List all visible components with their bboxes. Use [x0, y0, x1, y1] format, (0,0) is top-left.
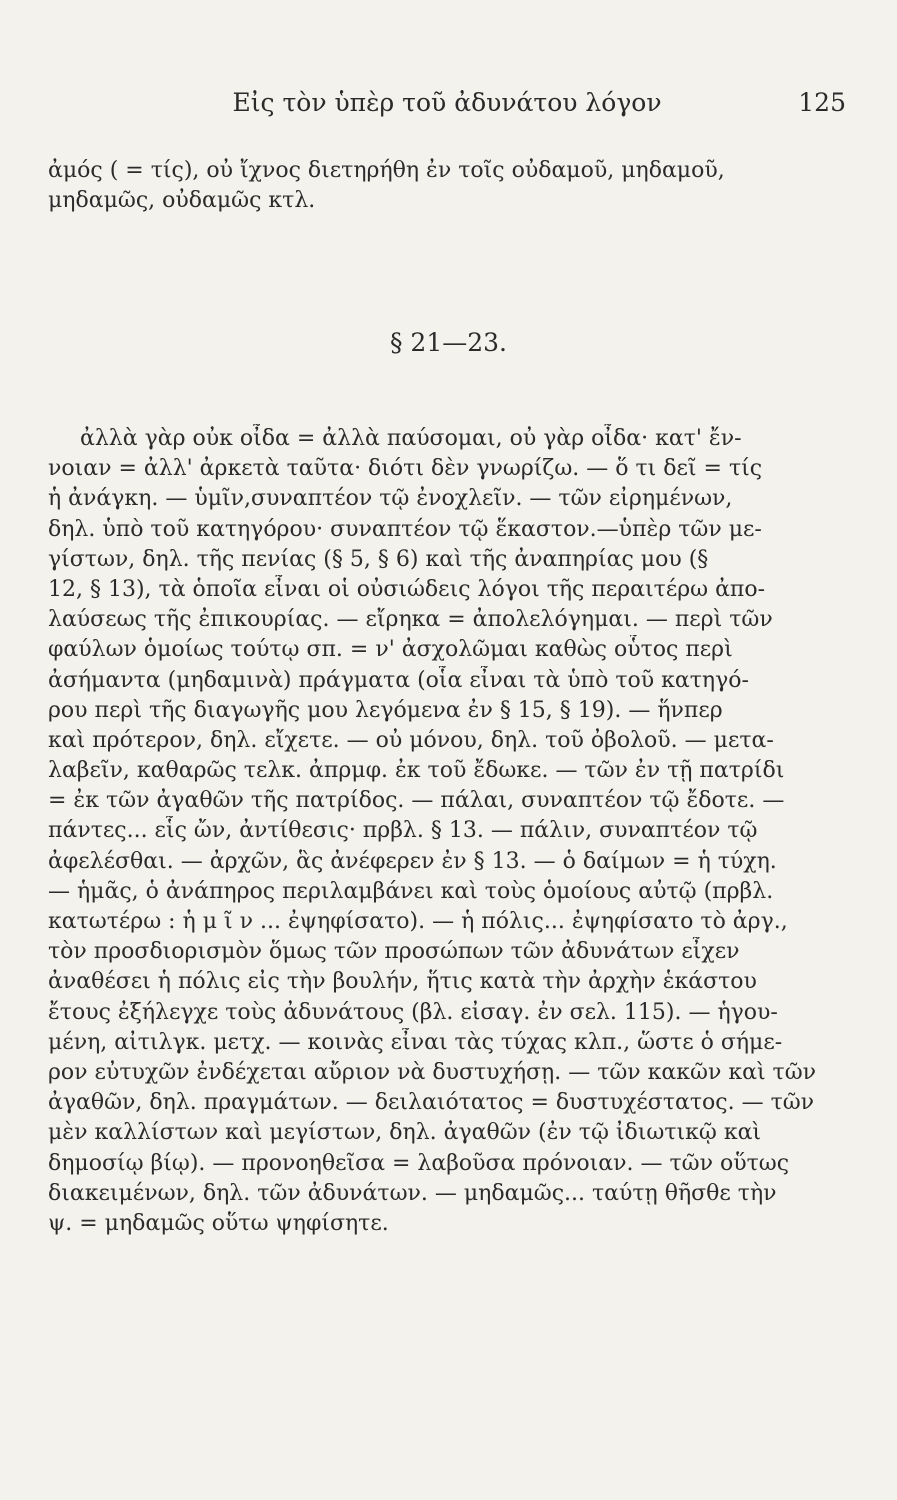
text-line: μὲν καλλίστων καὶ μεγίστων, δηλ. ἀγαθῶν (ἐν τῷ ἰδιωτικῷ καὶ [48, 1120, 762, 1146]
text-line: λαύσεως τῆς ἐπικουρίας. — εἴρηκα = ἀπολελόγημαι. — περὶ τῶν [48, 607, 773, 633]
text-line: ἀσήμαντα (μηδαμινὰ) πράγματα (οἷα εἶναι τὰ ὑπὸ τοῦ κατηγό- [48, 667, 749, 693]
text-line: ψ. = μηδαμῶς οὕτω ψηφίσητε. [48, 1210, 389, 1236]
page-number: 125 [798, 88, 846, 117]
text-line: τὸν προσδιορισμὸν ὅμως τῶν προσώπων τῶν ἀδυνάτων εἶχεν [48, 939, 740, 965]
text-line: δηλ. ὑπὸ τοῦ κατηγόρου· συναπτέον τῷ ἕκαστον.—ὑπὲρ τῶν με- [48, 516, 762, 542]
text-line: νοιαν = ἀλλ' ἀρκετὰ ταῦτα· διότι δὲν γνωρίζω. — ὅ τι δεῖ = τίς [48, 456, 763, 482]
text-line: ρον εὐτυχῶν ἐνδέχεται αὔριον νὰ δυστυχήσῃ. — τῶν κακῶν καὶ τῶν [48, 1059, 817, 1085]
text-line: διακειμένων, δηλ. τῶν ἀδυνάτων. — μηδαμῶς... ταύτῃ θῆσθε τὴν [48, 1180, 777, 1206]
running-head [48, 88, 846, 128]
section-heading: § 21—23. [389, 328, 508, 357]
text-line: ἀφελέσθαι. — ἀρχῶν, ἃς ἀνέφερεν ἐν § 13. — ὁ δαίμων = ἡ τύχη. [48, 848, 777, 874]
text-line: φαύλων ὁμοίως τούτῳ σπ. = ν' ἀσχολῶμαι καθὼς οὗτος περὶ [48, 637, 733, 663]
text-line: κατωτέρω : ἡ μ ῖ ν ... ἐψηφίσατο). — ἡ πόλις... ἐψηφίσατο τὸ ἀργ., [48, 909, 788, 934]
text-line: ἀλλὰ γὰρ οὐκ οἶδα = ἀλλὰ παύσομαι, οὐ γὰρ οἶδα· κατ' ἔν- [80, 426, 742, 451]
text-line: γίστων, δηλ. τῆς πενίας (§ 5, § 6) καὶ τῆς ἀναπηρίας μου (§ [48, 546, 709, 572]
text-line: = ἐκ τῶν ἀγαθῶν τῆς πατρίδος. — πάλαι, συναπτέον τῷ ἔδοτε. — [48, 788, 785, 814]
text-line: ἔτους ἐξήλεγχε τοὺς ἀδυνάτους (βλ. εἰσαγ. ἐν σελ. 115). — ἡγου- [48, 999, 778, 1025]
text-line: ἡ ἀνάγκη. — ὑμῖν,συναπτέον τῷ ἐνοχλεῖν. — τῶν εἰρημένων, [48, 486, 733, 512]
text-line: ρου περὶ τῆς διαγωγῆς μου λεγόμενα ἐν § 15, § 19). — ἥνπερ [48, 697, 723, 723]
text-line: 12, § 13), τὰ ὁποῖα εἶναι οἱ οὐσιώδεις λόγοι τῆς περαιτέρω ἀπο- [48, 576, 766, 602]
text-line: — ἡμᾶς, ὁ ἀνάπηρος περιλαμβάνει καὶ τοὺς ὁμοίους αὐτῷ (πρβλ. [48, 878, 774, 904]
text-line: ἀγαθῶν, δηλ. πραγμάτων. — δειλαιότατος = δυστυχέστατος. — τῶν [48, 1090, 815, 1116]
intro-paragraph [48, 156, 848, 216]
text-line: λαβεῖν, καθαρῶς τελκ. ἀπρμφ. ἐκ τοῦ ἔδωκε. — τῶν ἐν τῇ πατρίδι [48, 758, 785, 784]
commentary-paragraph [48, 424, 848, 1239]
text-line: καὶ πρότερον, δηλ. εἴχετε. — οὐ μόνου, δηλ. τοῦ ὀβολοῦ. — μετα- [48, 727, 774, 753]
running-title: Εἰς τὸν ὑπὲρ τοῦ ἀδυνάτου λόγον [232, 88, 662, 117]
text-line: πάντες... εἷς ὤν, ἀντίθεσις· πρβλ. § 13. — πάλιν, συναπτέον τῷ [48, 818, 758, 844]
text-line: ἀμός ( = τίς), οὐ ἴχνος διετηρήθη ἐν τοῖς οὐδαμοῦ, μηδαμοῦ, [48, 158, 725, 183]
text-line: μηδαμῶς, οὐδαμῶς κτλ. [48, 188, 316, 214]
text-line: μένη, αἰτιλγκ. μετχ. — κοινὰς εἶναι τὰς τύχας κλπ., ὥστε ὁ σήμε- [48, 1029, 783, 1055]
text-line: δημοσίῳ βίῳ). — προνοηθεῖσα = λαβοῦσα πρόνοιαν. — τῶν οὕτως [48, 1150, 790, 1176]
text-line: ἀναθέσει ἡ πόλις εἰς τὴν βουλήν, ἥτις κατὰ τὴν ἀρχὴν ἑκάστου [48, 969, 757, 995]
